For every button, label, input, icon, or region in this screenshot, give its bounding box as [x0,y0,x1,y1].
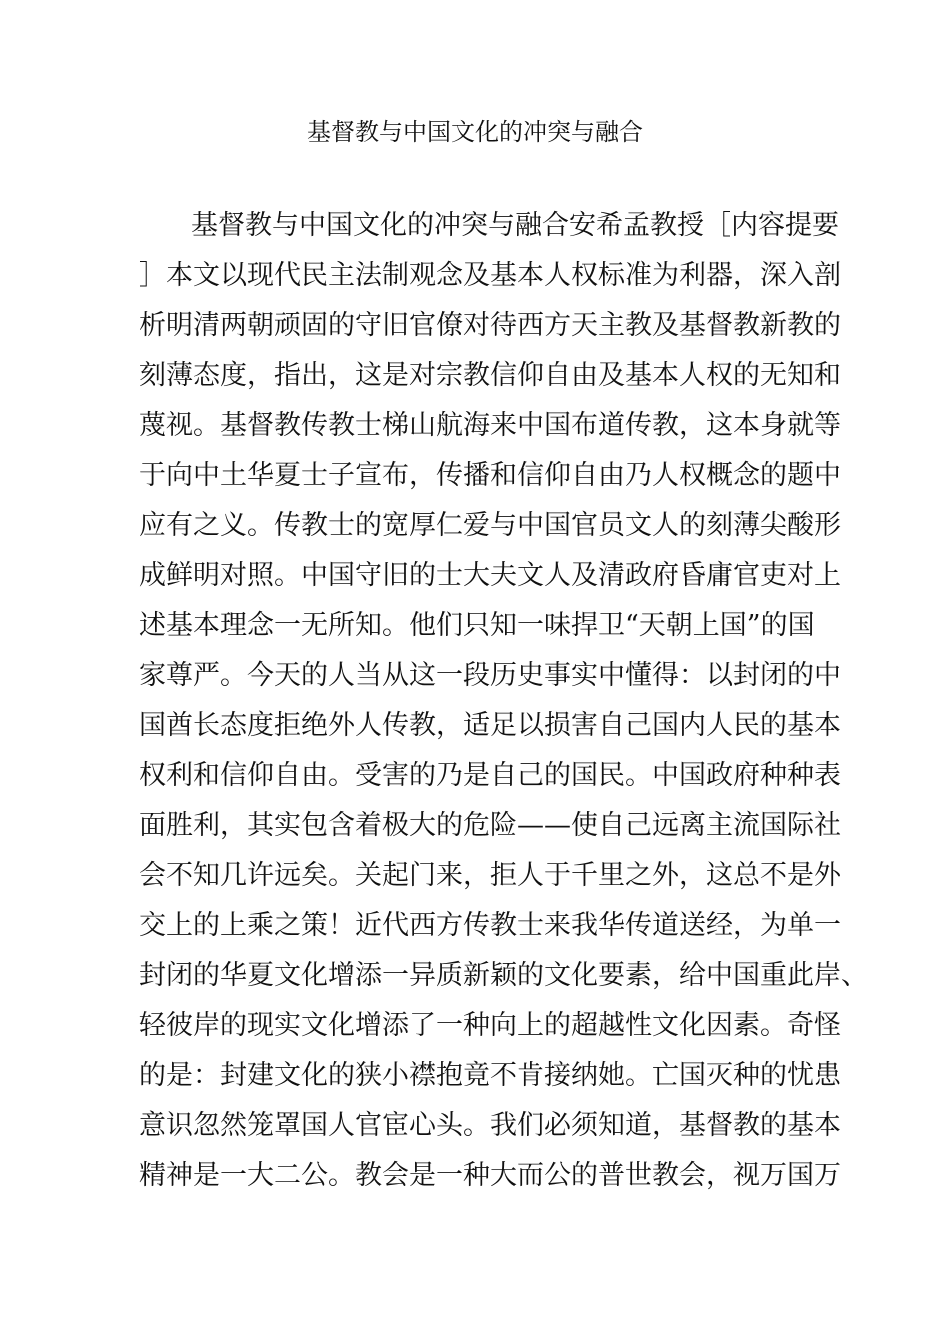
text-line: 于向中土华夏士子宣布，传播和信仰自由乃人权概念的题中 [139,460,841,491]
text-line: 的是：封建文化的狭小襟抱竟不肯接纳她。亡国灭种的忧患 [139,1060,841,1091]
text-line: 轻彼岸的现实文化增添了一种向上的超越性文化因素。奇怪 [139,1010,841,1041]
text-line: 成鲜明对照。中国守旧的士大夫文人及清政府昏庸官吏对上 [139,560,841,591]
text-line: 权利和信仰自由。受害的乃是自己的国民。中国政府种种表 [139,760,841,791]
text-line: 面胜利，其实包含着极大的危险——使自己远离主流国际社 [139,810,841,841]
text-line: 基督教与中国文化的冲突与融合安希孟教授［内容提要 [191,210,839,241]
text-line: 析明清两朝顽固的守旧官僚对待西方天主教及基督教新教的 [139,310,841,341]
text-line: 封闭的华夏文化增添一异质新颖的文化要素，给中国重此岸、 [139,960,868,991]
text-line: 意识忽然笼罩国人官宦心头。我们必须知道，基督教的基本 [139,1110,841,1141]
text-line: 交上的上乘之策！近代西方传教士来我华传道送经，为单一 [139,910,841,941]
text-line: 会不知几许远矣。关起门来，拒人于千里之外，这总不是外 [139,860,841,891]
text-line: 应有之义。传教士的宽厚仁爱与中国官员文人的刻薄尖酸形 [139,510,841,541]
document-title: 基督教与中国文化的冲突与融合 [307,118,643,146]
text-line: 精神是一大二公。教会是一种大而公的普世教会，视万国万 [139,1160,841,1191]
text-line: 国酋长态度拒绝外人传教，适足以损害自己国内人民的基本 [139,710,841,741]
text-line: 刻薄态度，指出，这是对宗教信仰自由及基本人权的无知和 [139,360,841,391]
text-line: 述基本理念一无所知。他们只知一味捍卫“天朝上国”的国 [139,610,815,641]
text-line: 蔑视。基督教传教士梯山航海来中国布道传教，这本身就等 [139,410,841,441]
text-line: 家尊严。今天的人当从这一段历史事实中懂得：以封闭的中 [139,660,841,691]
text-line: ］本文以现代民主法制观念及基本人权标准为利器，深入剖 [139,260,841,291]
